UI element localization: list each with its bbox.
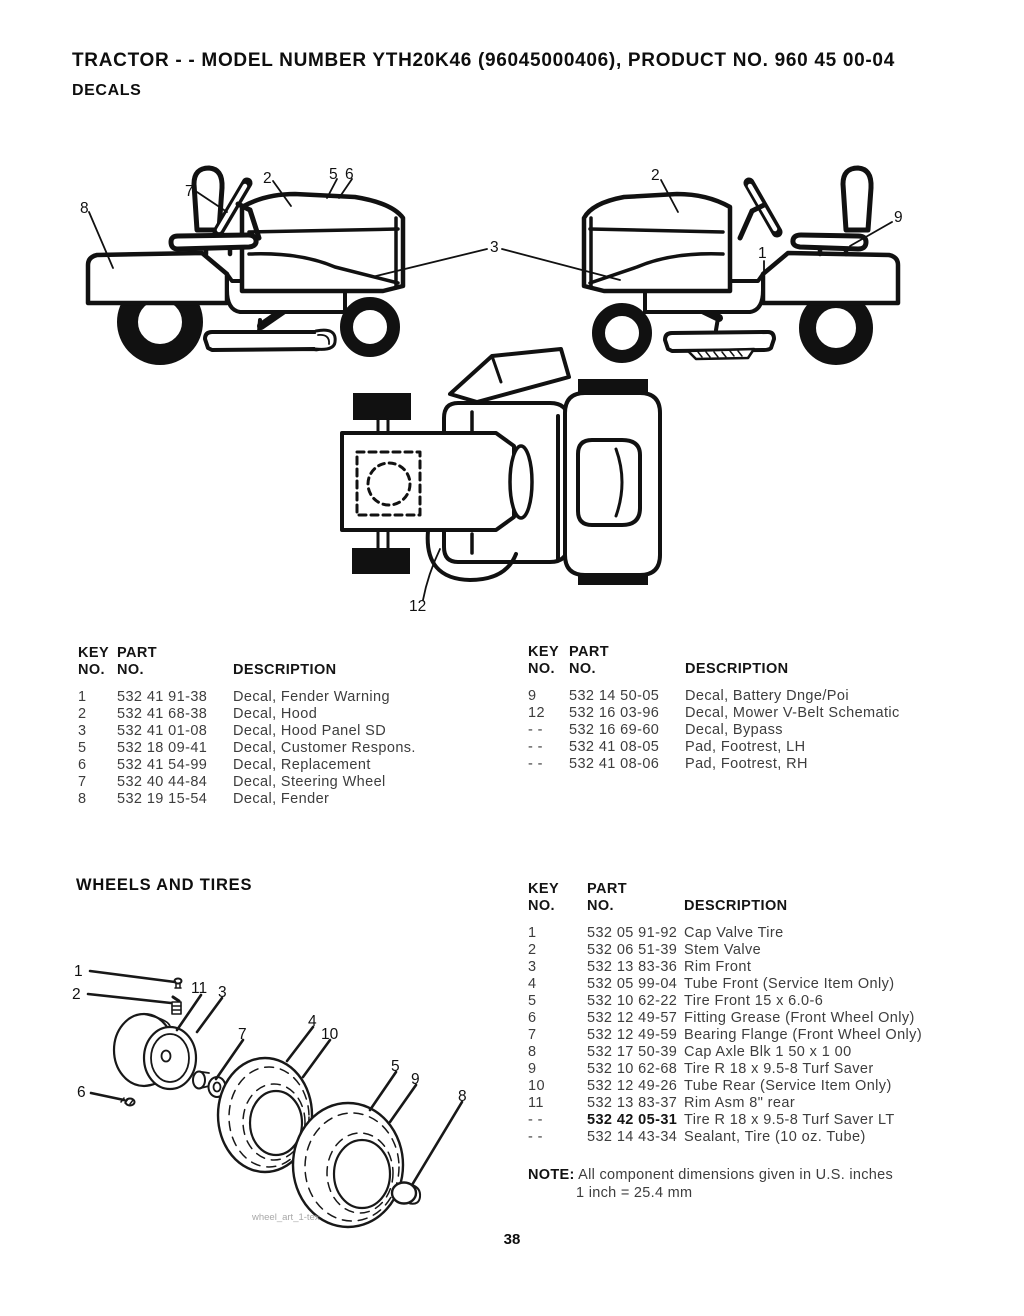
steering-wheel-top: [510, 446, 532, 518]
table-row: 9 532 10 62-68 Tire R 18 x 9.5-8 Turf Saver: [528, 1061, 874, 1077]
table-row: 6 532 12 49-57 Fitting Grease (Front Wheel Only): [528, 1010, 915, 1026]
tractor-right-art: [584, 168, 898, 359]
tractor-top-view-art: [342, 349, 660, 585]
wheels-heading: WHEELS AND TIRES: [76, 876, 253, 894]
front-wheel: [599, 310, 646, 357]
table-header: KEY PART: [528, 644, 609, 660]
callout-7-label: 7: [185, 183, 194, 200]
tractor-left-art: [88, 168, 403, 355]
deck-skid: [688, 349, 754, 359]
callout-2b-label: 2: [651, 167, 660, 184]
table-header: KEY PART: [528, 881, 627, 897]
callout-9-label: 9: [894, 209, 903, 226]
table-row: 3 532 13 83-36 Rim Front: [528, 959, 752, 975]
rear-wheel: [808, 300, 865, 357]
callout-10-label: 10: [321, 1026, 339, 1043]
table-row: 4 532 05 99-04 Tube Front (Service Item Only): [528, 976, 895, 992]
table-row: 8 532 19 15-54 Decal, Fender: [78, 791, 330, 807]
page-title: TRACTOR - - MODEL NUMBER YTH20K46 (96045000406), PRODUCT NO. 960 45 00-04: [72, 50, 895, 71]
table-row: 12 532 16 03-96 Decal, Mower V-Belt Schematic: [528, 705, 900, 721]
callout-4-label: 4: [308, 1013, 317, 1030]
axle-cap-art: [392, 1183, 420, 1204]
wheels-table: [528, 881, 998, 1146]
seat-back: [843, 168, 871, 230]
table-row: - - 532 16 69-60 Decal, Bypass: [528, 722, 783, 738]
table-header: KEY PART: [78, 645, 157, 661]
front-wheel: [347, 304, 394, 351]
table-row: - - 532 42 05-31 Tire R 18 x 9.5-8 Turf Saver LT: [528, 1112, 895, 1128]
front-tire-bottom: [352, 548, 410, 574]
table-row: - - 532 41 08-05 Pad, Footrest, LH: [528, 739, 806, 755]
callout-5-label: 5: [329, 166, 338, 183]
callout-1-label: 1: [74, 963, 83, 980]
callout-9-label: 9: [411, 1071, 420, 1088]
table-row: 1 532 05 91-92 Cap Valve Tire: [528, 925, 784, 941]
table-header: NO. NO. DESCRIPTION: [528, 661, 789, 677]
decals-table-right: [528, 644, 988, 773]
mower-deck: [205, 332, 322, 350]
rear-tire-art: [293, 1103, 403, 1227]
page-number: 38: [503, 1231, 521, 1248]
seat-cushion: [578, 440, 640, 525]
callout-1-label: 1: [758, 245, 767, 262]
valve-cap-art: [175, 979, 182, 989]
decals-table-left: [78, 645, 498, 808]
table-header: NO. NO. DESCRIPTION: [78, 662, 337, 678]
table-row: 9 532 14 50-05 Decal, Battery Dnge/Poi: [528, 688, 849, 704]
section-heading-decals: DECALS: [72, 82, 142, 99]
table-row: - - 532 14 43-34 Sealant, Tire (10 oz. Tube): [528, 1129, 866, 1145]
table-row: 2 532 41 68-38 Decal, Hood: [78, 706, 318, 722]
callout-5-label: 5: [391, 1058, 400, 1075]
seat-pan: [171, 235, 256, 249]
note-line1: NOTE: All component dimensions given in U.S. inches: [528, 1167, 894, 1183]
callout-7-label: 7: [238, 1026, 247, 1043]
table-row: 6 532 41 54-99 Decal, Replacement: [78, 757, 371, 773]
seat-pan: [793, 235, 866, 249]
deck-chute: [315, 330, 335, 349]
callout-2-label: 2: [263, 170, 272, 187]
table-row: 7 532 40 44-84 Decal, Steering Wheel: [78, 774, 386, 790]
table-row: 10 532 12 49-26 Tube Rear (Service Item Only): [528, 1078, 892, 1094]
decals-location-diagram: [0, 150, 1024, 620]
note-line2: 1 inch = 25.4 mm: [576, 1185, 693, 1201]
rim-art: [114, 1014, 196, 1089]
valve-stem-art: [172, 997, 181, 1014]
wheel-exploded-diagram: [60, 930, 500, 1240]
callout-11-label: 11: [191, 980, 208, 997]
table-row: 8 532 17 50-39 Cap Axle Blk 1 50 x 1 00: [528, 1044, 852, 1060]
table-row: 3 532 41 01-08 Decal, Hood Panel SD: [78, 723, 387, 739]
mower-deck: [665, 332, 774, 351]
table-header: NO. NO. DESCRIPTION: [528, 898, 788, 914]
note-block: [528, 1166, 893, 1202]
rear-fender: [763, 253, 898, 303]
front-tire-top: [353, 393, 411, 420]
callout-6-label: 6: [345, 166, 354, 183]
table-row: 5 532 10 62-22 Tire Front 15 x 6.0-6: [528, 993, 824, 1009]
callout-2-label: 2: [72, 986, 81, 1003]
table-row: 5 532 18 09-41 Decal, Customer Respons.: [78, 740, 416, 756]
table-row: 1 532 41 91-38 Decal, Fender Warning: [78, 689, 390, 705]
art-filename-caption: wheel_art_1-tex: [252, 1212, 320, 1223]
table-row: 2 532 06 51-39 Stem Valve: [528, 942, 762, 958]
callout-8-label: 8: [458, 1088, 467, 1105]
callout-3-label: 3: [490, 239, 499, 256]
discharge-chute: [450, 349, 569, 402]
callout-6-label: 6: [77, 1084, 86, 1101]
callout-12-label: 12: [409, 598, 427, 615]
table-row: - - 532 41 08-06 Pad, Footrest, RH: [528, 756, 808, 772]
table-row: 7 532 12 49-59 Bearing Flange (Front Wheel Only): [528, 1027, 923, 1043]
callout-8-label: 8: [80, 200, 89, 217]
callout-3-label: 3: [218, 984, 227, 1001]
table-row: 11 532 13 83-37 Rim Asm 8" rear: [528, 1095, 796, 1111]
